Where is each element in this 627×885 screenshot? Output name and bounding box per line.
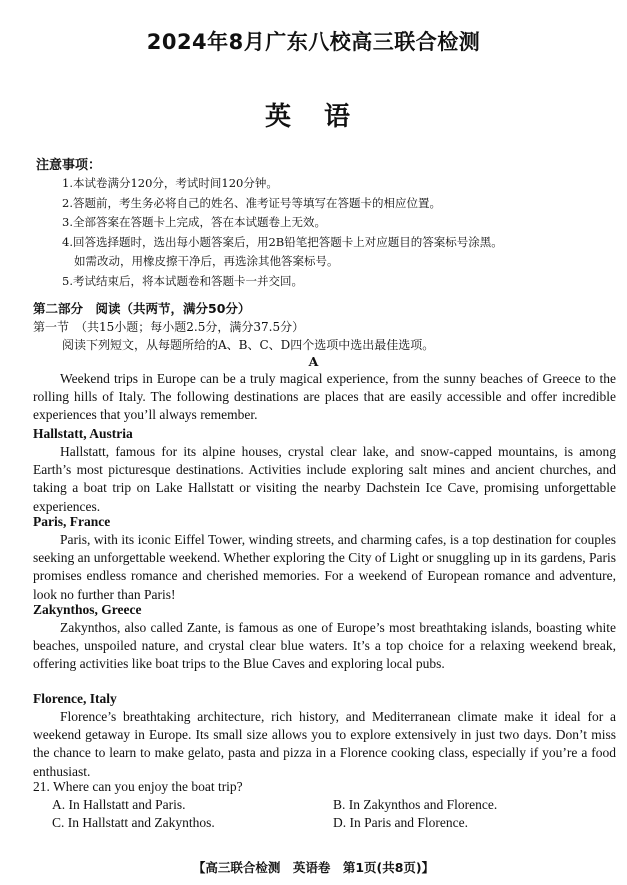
notice-item: 如需改动，用橡皮擦干净后，再选涂其他答案标号。 <box>74 254 339 268</box>
place-text-florence: Florence’s breathtaking architecture, rich history, and Mediterranean climate make it ideal for a weekend getaway in Europe. Its small size allows you to explore extensively in just two days. Don’t miss the chance to learn to make gelato, pasta and pizza in a Florence cooking class, especially if you’re a food enthusiast. <box>33 709 616 779</box>
option-c: C. In Hallstatt and Zakynthos. <box>52 815 215 830</box>
exam-title: 2024年8月广东八校高三联合检测 <box>146 30 481 54</box>
option-d: D. In Paris and Florence. <box>333 815 468 830</box>
section-subheading: 第一节 （共15小题；每小题2.5分，满分37.5分） <box>33 320 305 334</box>
notice-item: 5.考试结束后，将本试题卷和答题卡一并交回。 <box>62 273 303 288</box>
passage-letter: A <box>308 354 319 369</box>
notice-item: 4.回答选择题时，选出每小题答案后，用2B铅笔把答题卡上对应题目的答案标号涂黑。 <box>62 234 503 249</box>
place-text-hallstatt: Hallstatt, famous for its alpine houses, crystal clear lake, and snow-capped mountains, is among Earth’s most picturesque destinations. Activities include exploring salt mines and ancient churches, and taking a boat trip on Lake Hallstatt or visiting the nearby Dachstein Ice Cave, promising unforgettable experiences. <box>33 444 616 514</box>
section-instruction: 阅读下列短文，从每题所给的A、B、C、D四个选项中选出最佳选项。 <box>62 338 435 352</box>
option-a: A. In Hallstatt and Paris. <box>52 797 186 812</box>
place-heading-zakynthos: Zakynthos, Greece <box>33 602 142 617</box>
section-heading: 第二部分 阅读（共两节，满分50分） <box>33 301 251 316</box>
place-heading-paris: Paris, France <box>33 514 111 529</box>
place-text-paris: Paris, with its iconic Eiffel Tower, winding streets, and charming cafes, is a top destination for couples seeking an unforgettable weekend. Whether exploring the City of Light or snuggling up in its gardens, Paris promises endless romance and cherished memories. For a weekend of European romance and adventure, look no further than Paris! <box>33 532 616 602</box>
subject-title: 英 语 <box>264 102 363 132</box>
page-footer: 【高三联合检测 英语卷 第1页(共8页)】 <box>192 860 435 875</box>
place-text-zakynthos: Zakynthos, also called Zante, is famous as one of Europe’s most breathtaking islands, boasting white beaches, unspoiled nature, and crystal clear blue waters. It’s a top choice for a relaxing weekend break, offering activities like boat trips to the Blue Caves and exploring local pubs. <box>33 620 616 672</box>
place-heading-florence: Florence, Italy <box>33 691 117 706</box>
notice-heading: 注意事项： <box>36 158 102 173</box>
question-stem: 21. Where can you enjoy the boat trip? <box>33 779 243 794</box>
option-b: B. In Zakynthos and Florence. <box>333 797 498 812</box>
place-heading-hallstatt: Hallstatt, Austria <box>33 426 133 441</box>
notice-item: 3.全部答案在答题卡上完成，答在本试题卷上无效。 <box>62 215 326 229</box>
notice-list <box>62 174 622 291</box>
passage-intro: Weekend trips in Europe can be a truly magical experience, from the sunny beaches of Greece to the rolling hills of Italy. The following destinations are places that are easily accessible and offer incredible experiences that you’ll always remember. <box>33 371 616 423</box>
notice-item: 2.答题前，考生务必将自己的姓名、准考证号等填写在答题卡的相应位置。 <box>62 195 441 210</box>
notice-item: 1.本试卷满分120分，考试时间120分钟。 <box>62 176 278 190</box>
